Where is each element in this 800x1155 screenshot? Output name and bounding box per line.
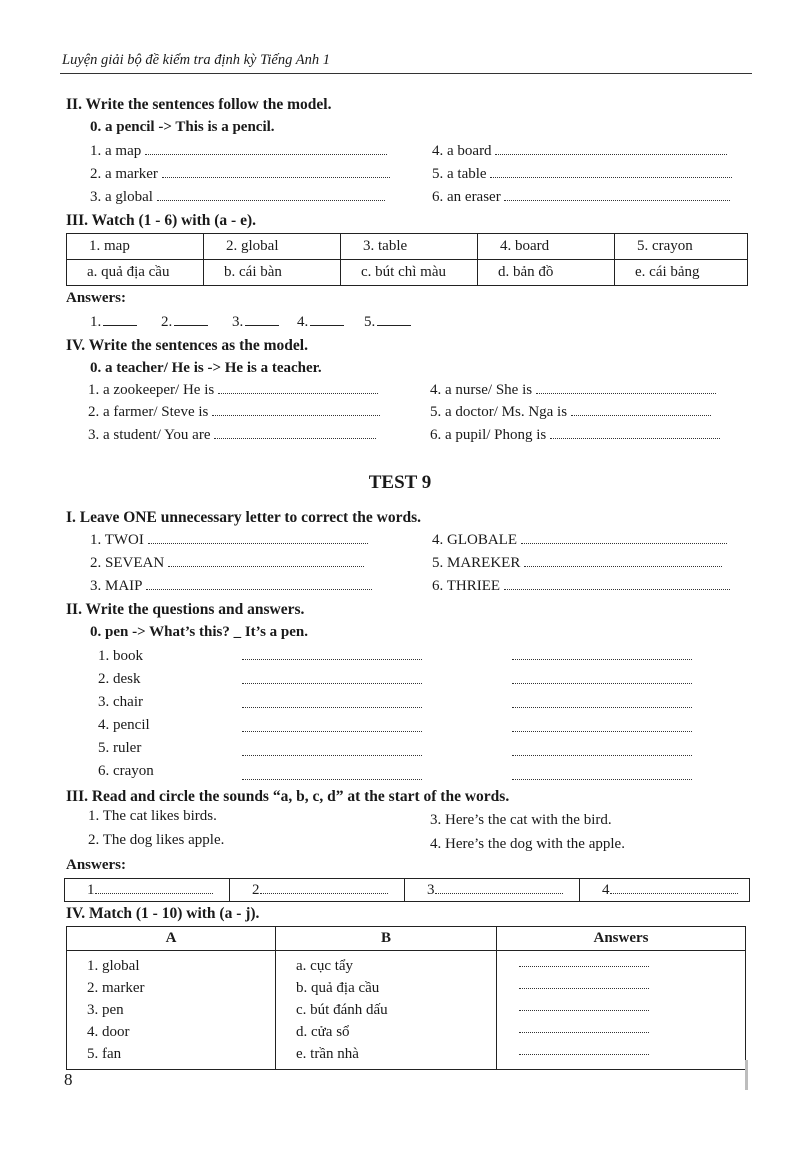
table-cell: b. cái bàn [204, 260, 341, 286]
list-item: 2. marker [87, 980, 145, 996]
table-cell: a. quả địa cầu [67, 260, 204, 286]
question-item: 5. ruler [98, 740, 142, 756]
model-sentence: 0. a pencil -> This is a pencil. [90, 119, 275, 135]
column-header: A [67, 927, 276, 951]
table-cell: d. bản đồ [478, 260, 615, 286]
exercise-item: 6. an eraser [432, 189, 730, 206]
section-heading: IV. Match (1 - 10) with (a - j). [66, 905, 260, 922]
exercise-item: 1. a map [90, 143, 387, 160]
exercise-item: 5. a table [432, 166, 732, 183]
exercise-item: 2. a farmer/ Steve is [88, 404, 380, 421]
answer-blanks: 1. 2. 3. 4. 5. [90, 313, 411, 331]
table-cell: 4. board [478, 234, 615, 260]
sentence-item: 3. Here’s the cat with the bird. [430, 812, 612, 828]
answers-cell [497, 951, 746, 1070]
question-item: 2. desk [98, 671, 141, 687]
section-heading: II. Write the sentences follow the model. [66, 96, 332, 113]
test-title: TEST 9 [368, 472, 432, 493]
question-item: 1. book [98, 648, 143, 664]
exercise-item: 2. SEVEAN [90, 555, 364, 572]
question-item: 4. pencil [98, 717, 150, 733]
model-sentence: 0. a teacher/ He is -> He is a teacher. [90, 360, 322, 376]
list-item: 5. fan [87, 1046, 122, 1062]
exercise-item: 4. GLOBALE [432, 532, 727, 549]
question-item: 6. crayon [98, 763, 154, 779]
section-heading: IV. Write the sentences as the model. [66, 337, 308, 354]
answers-label: Answers: [66, 857, 126, 873]
sentence-item: 4. Here’s the dog with the apple. [430, 836, 625, 852]
list-item: d. cửa sổ [296, 1024, 350, 1040]
table-cell: e. cái bảng [615, 260, 748, 286]
list-item: a. cục tẩy [296, 958, 354, 974]
answers-label: Answers: [66, 290, 126, 306]
list-item: e. trần nhà [296, 1046, 359, 1062]
section-heading: II. Write the questions and answers. [66, 601, 305, 618]
page-edge-shadow [745, 1060, 748, 1090]
answer-box: 3 [405, 879, 580, 902]
list-item: 4. door [87, 1024, 130, 1040]
running-header: Luyện giải bộ đề kiểm tra định kỳ Tiếng Anh 1 [62, 52, 330, 68]
matching-table [66, 233, 748, 286]
column-header: B [276, 927, 497, 951]
exercise-item: 5. MAREKER [432, 555, 722, 572]
answer-lines-right [512, 648, 692, 792]
list-item: c. bút đánh dấu [296, 1002, 388, 1018]
question-item: 3. chair [98, 694, 143, 710]
answer-box: 1 [65, 879, 230, 902]
match-table [66, 926, 746, 1070]
table-cell: 5. crayon [615, 234, 748, 260]
answer-box: 4 [580, 879, 750, 902]
table-cell: 3. table [341, 234, 478, 260]
list-item: 3. pen [87, 1002, 124, 1018]
page-number: 8 [64, 1070, 73, 1089]
exercise-item: 1. a zookeeper/ He is [88, 382, 378, 399]
column-a-cell [67, 951, 276, 1070]
exercise-item: 3. MAIP [90, 578, 372, 595]
section-heading: I. Leave ONE unnecessary letter to correct the words. [66, 509, 421, 526]
exercise-item: 4. a board [432, 143, 727, 160]
answer-lines-left [242, 648, 422, 792]
table-cell: 2. global [204, 234, 341, 260]
section-heading: III. Watch (1 - 6) with (a - e). [66, 212, 257, 229]
exercise-item: 3. a student/ You are [88, 427, 376, 444]
exercise-item: 6. a pupil/ Phong is [430, 427, 720, 444]
answer-box-table [64, 878, 750, 902]
column-b-cell [276, 951, 497, 1070]
header-rule [60, 73, 752, 74]
exercise-item: 6. THRIEE [432, 578, 730, 595]
sentence-item: 2. The dog likes apple. [88, 832, 225, 848]
column-header: Answers [497, 927, 746, 951]
exercise-item: 2. a marker [90, 166, 390, 183]
table-cell: 1. map [67, 234, 204, 260]
sentence-item: 1. The cat likes birds. [88, 808, 217, 824]
model-sentence: 0. pen -> What’s this? _ It’s a pen. [90, 624, 309, 640]
section-heading: III. Read and circle the sounds “a, b, c, d” at the start of the words. [66, 788, 510, 805]
exercise-item: 4. a nurse/ She is [430, 382, 716, 399]
exercise-item: 5. a doctor/ Ms. Nga is [430, 404, 711, 421]
exercise-item: 1. TWOI [90, 532, 368, 549]
list-item: b. quả địa cầu [296, 980, 380, 996]
answer-box: 2 [230, 879, 405, 902]
list-item: 1. global [87, 958, 140, 974]
exercise-item: 3. a global [90, 189, 385, 206]
table-cell: c. bút chì màu [341, 260, 478, 286]
